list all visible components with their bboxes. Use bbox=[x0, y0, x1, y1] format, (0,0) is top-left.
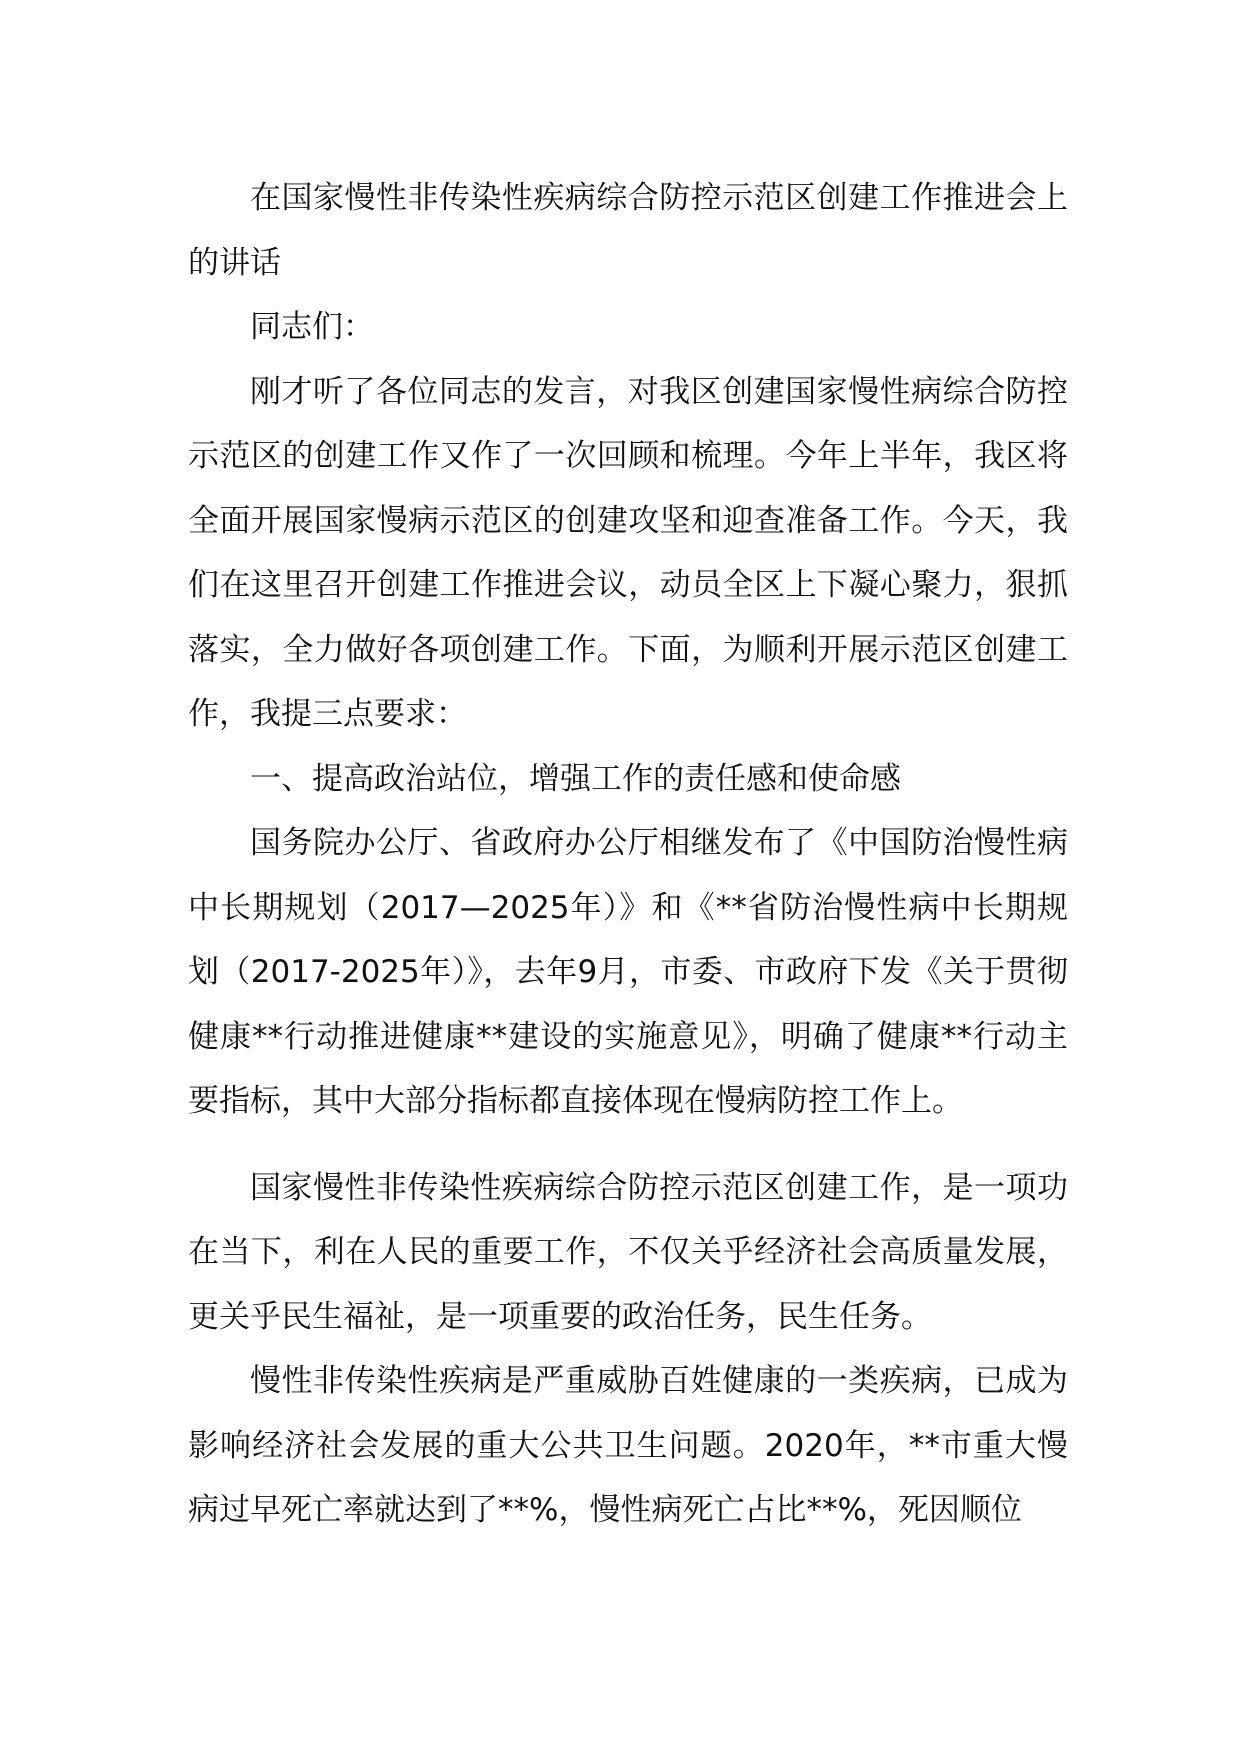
paragraph-policy: 国务院办公厅、省政府办公厅相继发布了《中国防治慢性病中长期规划（2017—2025年）》和《**省防治慢性病中长期规划（2017-2025年）》，去年9月，市委、市政府下发《关于贯彻健康**行动推进健康**建设的实施意见》，明确了健康**行动主要指标，其中大部分指标都直接体现在慢病防控工作上。 bbox=[188, 825, 1068, 1119]
salutation: 同志们： bbox=[250, 309, 374, 345]
speech-title: 在国家慢性非传染性疾病综合防控示范区创建工作推进会上的讲话 bbox=[188, 180, 1068, 281]
document-body bbox=[188, 166, 1068, 1543]
section-heading-1: 一、提高政治站位，增强工作的责任感和使命感 bbox=[250, 760, 901, 797]
paragraph-importance: 国家慢性非传染性疾病综合防控示范区创建工作，是一项功在当下，利在人民的重要工作，不仅关乎经济社会高质量发展，更关乎民生福祉，是一项重要的政治任务，民生任务。 bbox=[188, 1169, 1068, 1335]
paragraph-disease: 慢性非传染性疾病是严重威胁百姓健康的一类疾病，已成为影响经济社会发展的重大公共卫生问题。2020年，**市重大慢病过早死亡率就达到了**%，慢性病死亡占比**%，死因顺位 bbox=[188, 1363, 1068, 1528]
paragraph-intro: 刚才听了各位同志的发言，对我区创建国家慢性病综合防控示范区的创建工作又作了一次回顾和梳理。今年上半年，我区将全面开展国家慢病示范区的创建攻坚和迎查准备工作。今天，我们在这里召开创建工作推进会议，动员全区上下凝心聚力，狠抓落实，全力做好各项创建工作。下面，为顺利开展示范区创建工作，我提三点要求： bbox=[188, 373, 1068, 732]
